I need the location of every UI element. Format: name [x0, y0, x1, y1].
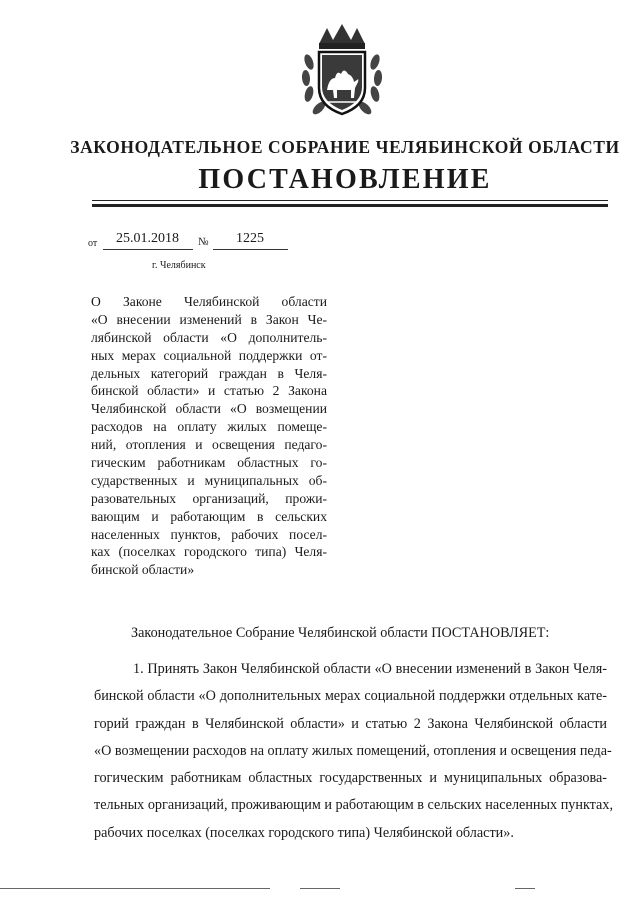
number-label: №	[198, 236, 209, 248]
body-line: рабочих поселках (поселках городского типа) Челябинской области».	[94, 824, 514, 841]
title-line: ных мерах социальной поддержки от-	[91, 347, 327, 363]
document-type: ПОСТАНОВЛЕНИЕ	[198, 164, 492, 195]
header-divider-thick	[92, 204, 608, 207]
title-line: дельных категорий граждан в Челя-	[91, 365, 327, 381]
title-line: ках (поселках городского типа) Челя-	[91, 544, 327, 560]
resolves-clause: Законодательное Собрание Челябинской области ПОСТАНОВЛЯЕТ:	[131, 625, 550, 641]
body-line: горий граждан в Челябинской области» и статью 2 Закона Челябинской области	[94, 715, 607, 732]
body-line: тельных организаций, проживающим и работающим в сельских населенных пунктах,	[94, 797, 613, 814]
title-line: сударственных и муниципальных об-	[91, 472, 327, 488]
title-line: бинской области»	[91, 562, 195, 578]
body-line: 1. Принять Закон Челябинской области «О внесении изменений в Закон Челя-	[133, 661, 607, 677]
title-line: бинской области» и статью 2 Закона	[91, 383, 327, 399]
header-divider-thin	[92, 200, 608, 201]
title-line: Челябинской области «О возмещении	[91, 401, 327, 417]
scan-edge-line	[300, 888, 340, 889]
scan-edge-line	[0, 888, 270, 889]
body-line: бинской области «О дополнительных мерах социальной поддержки отдельных кате-	[94, 688, 607, 705]
title-line: расходов на оплату жилых помеще-	[91, 419, 327, 435]
body-line: «О возмещении расходов на оплату жилых помещений, отопления и освещения педа-	[94, 742, 612, 759]
body-line: гогическим работникам областных государственных и муниципальных образова-	[94, 770, 607, 787]
city: г. Челябинск	[152, 260, 206, 271]
title-line: разовательных организаций, прожи-	[91, 490, 327, 506]
date-underline	[103, 249, 193, 250]
title-line: населенных пунктов, рабочих посел-	[91, 526, 327, 542]
title-line: гическим работникам областных го-	[91, 455, 327, 471]
title-line: лябинской области «О дополнитель-	[91, 329, 327, 345]
document-number: 1225	[236, 231, 264, 246]
coat-of-arms-icon	[297, 22, 387, 120]
title-line: «О внесении изменений в Закон Че-	[91, 311, 327, 327]
scan-edge-line	[515, 888, 535, 889]
document-title	[91, 293, 327, 579]
title-line: ний, отопления и освещения педаго-	[91, 437, 327, 453]
from-label: от	[88, 238, 98, 249]
resolution-body	[94, 656, 613, 847]
number-underline	[213, 249, 288, 250]
organization-name: ЗАКОНОДАТЕЛЬНОЕ СОБРАНИЕ ЧЕЛЯБИНСКОЙ ОБЛАСТИ	[70, 137, 620, 157]
title-line: О Законе Челябинской области	[91, 294, 327, 309]
date-number-row	[88, 230, 308, 252]
document-date: 25.01.2018	[116, 231, 179, 246]
title-line: вающим и работающим в сельских	[91, 508, 327, 524]
